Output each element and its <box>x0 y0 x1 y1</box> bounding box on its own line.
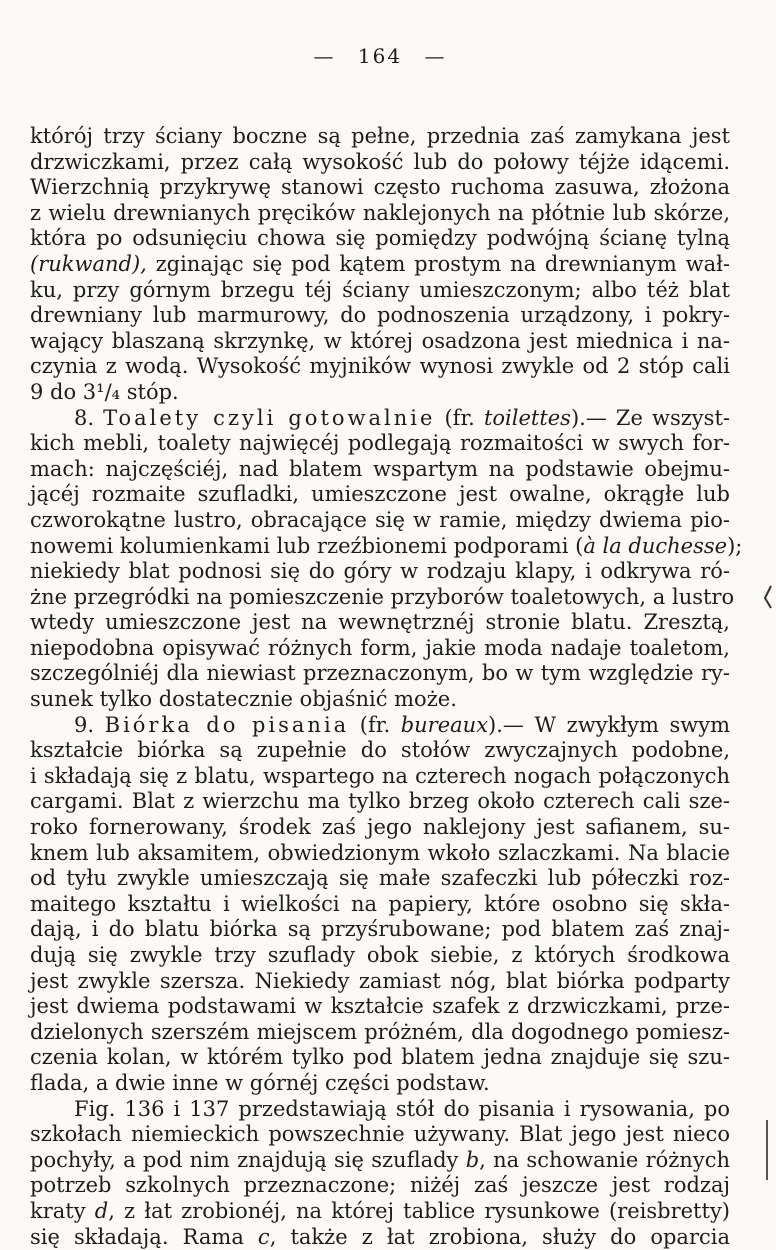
text-span: zginając się pod kątem prostym na drewnianym wał- <box>146 251 730 276</box>
book-page <box>30 38 743 1250</box>
text-line <box>30 713 730 739</box>
text-line: dzielonych szerszém miejscem próżném, dla dogodnego pomiesz- <box>30 1019 730 1044</box>
text-line: roko fornerowany, środek zaś jego naklejony jest safianem, su- <box>30 815 730 840</box>
text-span: ).— W zwykłym swym <box>488 712 730 737</box>
text-span: , z łat zrobionéj, na której tablice rysunkowe (reisbretty) <box>108 1198 730 1223</box>
text-line: drewniany lub marmurowy, do podnoszenia urządzony, i pokry- <box>30 303 730 328</box>
text-line <box>30 252 730 278</box>
edge-line-icon <box>762 1120 772 1180</box>
text-line: drzwiczkami, przez całą wysokość lub do połowy téjże idącemi. <box>30 149 730 174</box>
text-line: wtedy umieszczone jest na wewnętrznéj stronie blatu. Zresztą, <box>30 610 730 635</box>
text-line: którój trzy ściany boczne są pełne, przednia zaś zamykana jest <box>30 124 730 148</box>
text-line: czynia z wodą. Wysokość myjników wynosi zwykle od 2 stóp cali <box>30 354 730 379</box>
italic-term: à la duchesse <box>583 533 728 558</box>
text-line: sunek tylko dostatecznie objaśnić może. <box>30 687 457 712</box>
italic-term: bureaux <box>400 712 489 737</box>
text-line <box>30 1199 730 1225</box>
text-line: jest zwykle szersza. Niekiedy zamiast nóg, blat biórka podparty <box>30 968 730 993</box>
text-span: (fr. <box>349 712 401 737</box>
text-line: dają, i do blatu biórka są przyśrubowane; pod blatem zaś znaj- <box>30 917 730 942</box>
page-number: 164 <box>357 44 403 68</box>
text-line: czworokątne lustro, obracające się w ramie, między dwiema pio- <box>30 507 730 532</box>
text-line: potrzeb szkolnych przeznaczone; niżéj zaś jeszcze jest rodzaj <box>30 1173 730 1198</box>
text-line: czenia kolan, w którém tylko pod blatem jedna znajduje się szu- <box>30 1045 730 1070</box>
text-span: się składają. Rama <box>30 1224 258 1249</box>
italic-letter: d <box>94 1198 109 1223</box>
text-line: Wierzchnią przykrywę stanowi często ruchoma zasuwa, złożona <box>30 175 730 200</box>
text-line: Fig. 136 i 137 przedstawiają stół do pisania i rysowania, po <box>74 1096 730 1121</box>
header-dash-left: — <box>313 44 336 68</box>
text-line <box>30 1148 730 1174</box>
italic-term: (rukwand), <box>30 251 147 276</box>
text-span: pochyły, a pod nim znajdują się szuflady <box>30 1147 466 1172</box>
italic-term: toilettes <box>483 405 571 430</box>
text-line: żne przegródki na pomieszczenie przyborów toaletowych, a lustro <box>30 584 735 609</box>
text-line: flada, a dwie inne w górnéj części podstaw. <box>30 1070 490 1095</box>
paragraph-toalety <box>30 405 743 713</box>
section-title: Biórka do pisania <box>104 712 350 737</box>
section-number: 8. <box>74 405 95 430</box>
paragraph-figures <box>30 1097 730 1250</box>
text-line: maitego kształtu i wielkości na papiery, które osobno się skła- <box>30 891 730 916</box>
text-line: mach: najczęściéj, nad blatem wspartym na podstawie obejmu- <box>30 456 730 481</box>
text-line: wający blaszaną skrzynkę, w której osadzona jest miednica i na- <box>30 328 730 353</box>
text-line: od tyłu zwykle umieszczają się małe szafeczki lub półeczki roz- <box>30 866 730 891</box>
text-span: , także z łat zrobiona, służy do oparcia <box>269 1224 730 1249</box>
page-header <box>30 38 730 74</box>
text-line: szkołach niemieckich powszechnie używany. Blat jego jest nieco <box>30 1122 730 1147</box>
text-line: ku, przy górnym brzegu téj ściany umieszczonym; albo téż blat <box>30 277 730 302</box>
text-line <box>30 1225 730 1250</box>
text-line: jącéj rozmaite szufladki, umieszczone jest owalne, okrągłe lub <box>30 482 730 507</box>
text-span: , na schowanie różnych <box>479 1147 730 1172</box>
text-line: cargami. Blat z wierzchu ma tylko brzeg około czterech cali sze- <box>30 789 730 814</box>
text-line: z wielu drewnianych pręcików naklejonych na płótnie lub skórze, <box>30 200 730 225</box>
italic-letter: c <box>257 1224 270 1249</box>
text-line: niepodobna opisywać różnych form, jakie moda nadaje toaletom, <box>30 635 730 660</box>
header-dash-right: — <box>424 44 447 68</box>
text-span: nowemi kolumienkami lub rzeźbionemi podporami ( <box>30 533 584 558</box>
text-line: niekiedy blat podnosi się do góry w rodzaju klapy, i odkrywa ró- <box>30 559 730 584</box>
text-line: knem lub aksamitem, obwiedzionym wkoło szlaczkami. Na blacie <box>30 840 730 865</box>
text-line: i składają się z blatu, wspartego na czterech nogach połączonych <box>30 763 730 788</box>
italic-letter: b <box>465 1147 480 1172</box>
text-span: ); <box>727 533 743 558</box>
text-span: (fr. <box>435 405 484 430</box>
paragraph-continuation <box>30 124 730 406</box>
text-line: jest dwiema podstawami w kształcie szafek z drzwiczkami, prze- <box>30 994 730 1019</box>
text-line <box>30 533 743 560</box>
text-line: która po odsunięciu chowa się pomiędzy podwójną ścianę tylną <box>30 226 730 251</box>
text-span: ).— Ze wszyst- <box>570 405 730 430</box>
text-line: kształcie biórka są zupełnie do stołów zwyczajnych podobne, <box>30 738 730 763</box>
text-line <box>30 406 730 432</box>
section-number: 9. <box>74 712 95 737</box>
text-line: szczególniéj dla niewiast przeznaczonym, bo w tym względzie ry- <box>30 661 730 686</box>
text-span: kraty <box>30 1198 95 1223</box>
text-line: 9 do 3¹/₄ stóp. <box>30 379 179 404</box>
text-line: kich mebli, toalety najwięcéj podlegają rozmaitości w swych for- <box>30 431 730 456</box>
edge-mark-icon <box>762 584 774 610</box>
section-title: Toalety czyli gotowalnie <box>103 405 436 430</box>
text-line: dują się zwykle trzy szuflady obok siebie, z których środkowa <box>30 943 730 967</box>
paragraph-biorka <box>30 713 730 1097</box>
